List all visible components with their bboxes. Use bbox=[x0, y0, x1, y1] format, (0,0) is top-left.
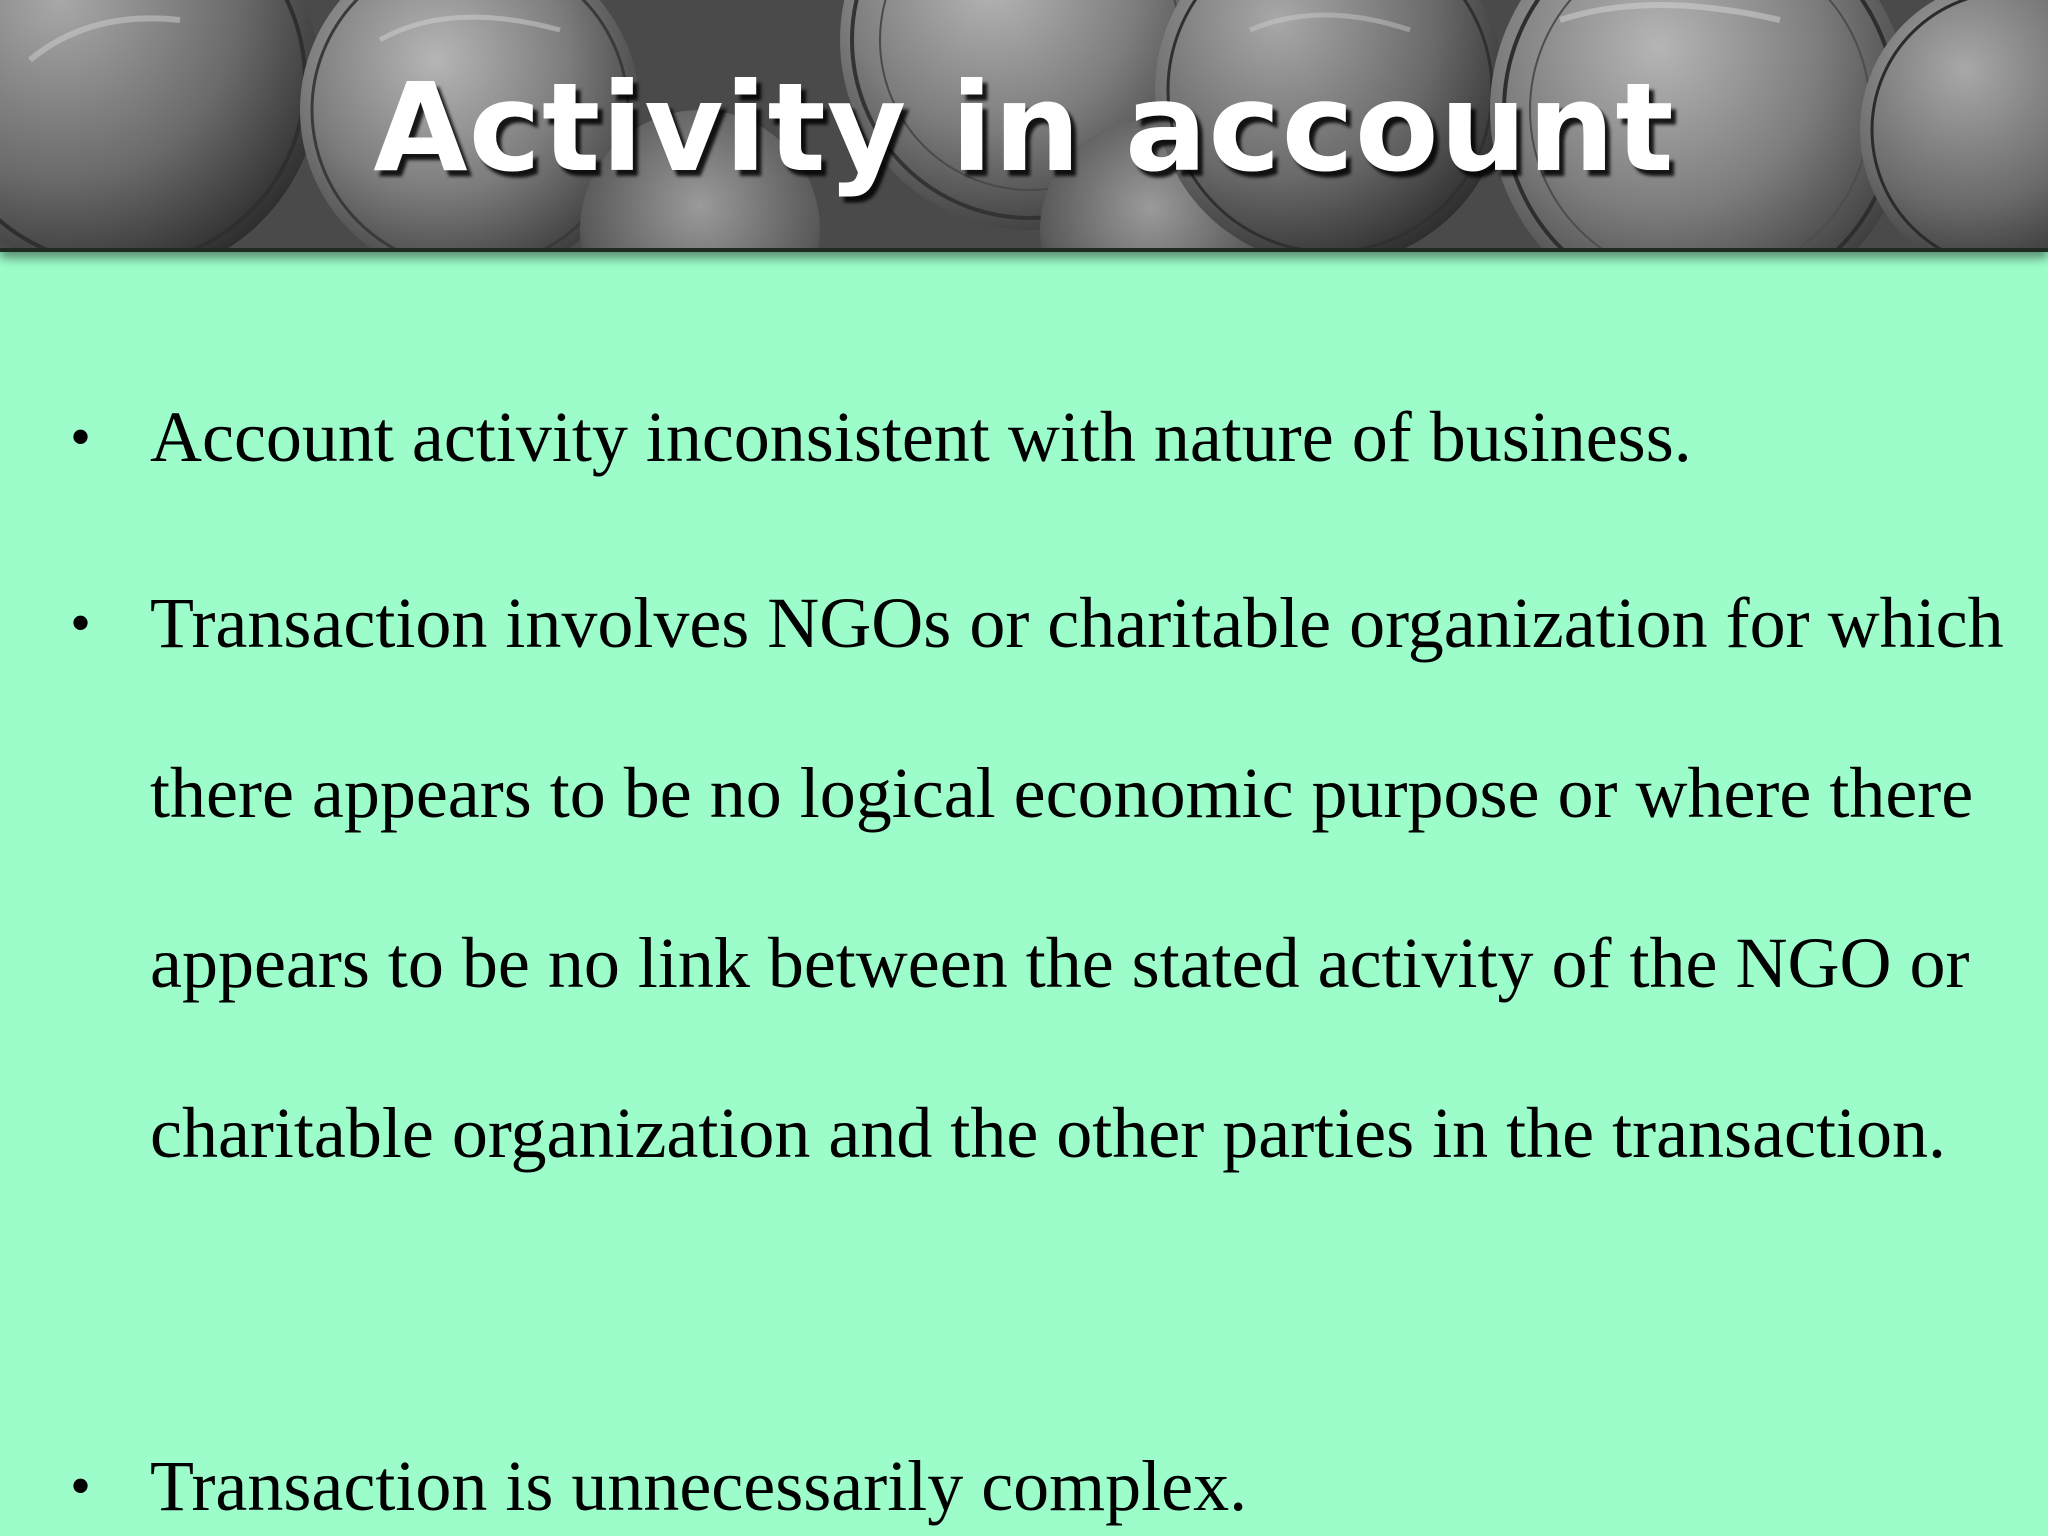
bullet-icon: • bbox=[70, 590, 92, 656]
bullet-text: Account activity inconsistent with nature of business. bbox=[150, 397, 1692, 477]
slide-title: Activity in account bbox=[373, 57, 1675, 199]
bullet-icon: • bbox=[70, 1453, 92, 1519]
bullet-text: Transaction involves NGOs or charitable organization for which there appears to be no logical economic purpose or where there appears to be no link between the stated activity of the NGO or charitable organization and the other parties in the transaction. bbox=[150, 583, 2004, 1173]
bullet-text: Transaction is unnecessarily complex. bbox=[150, 1446, 1248, 1526]
header-divider bbox=[0, 248, 2048, 252]
header-banner bbox=[0, 0, 2048, 252]
bullet-icon: • bbox=[70, 404, 92, 470]
